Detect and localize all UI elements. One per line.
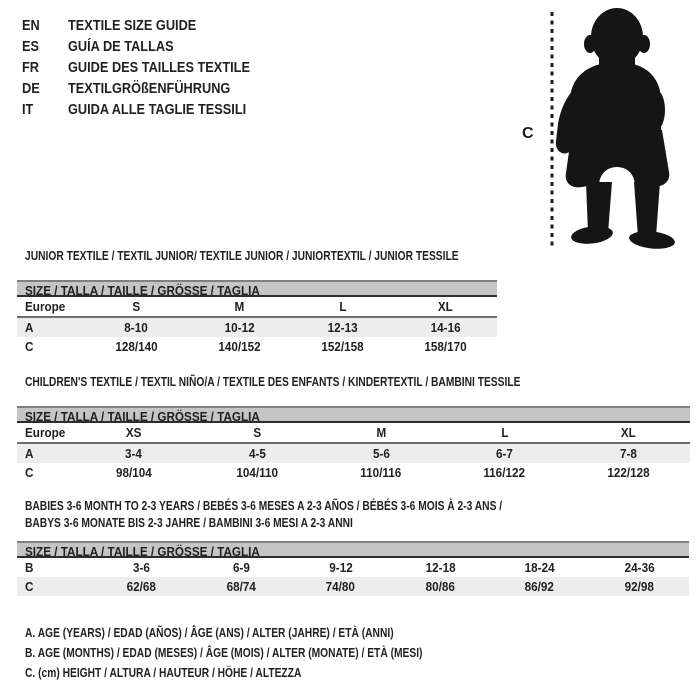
size-cell (590, 558, 690, 577)
size-value: 10-12 (224, 320, 255, 335)
size-value: 7-8 (619, 446, 637, 461)
size-value: 12-13 (327, 320, 358, 335)
size-value: 12-18 (425, 560, 456, 575)
language-list (22, 16, 275, 121)
table-size-header (17, 280, 497, 297)
size-value: 14-16 (430, 320, 461, 335)
size-value: L (338, 299, 347, 314)
language-label: GUIDE DES TAILLES TEXTILE (68, 60, 250, 76)
size-cell (291, 577, 391, 596)
language-row (22, 100, 275, 121)
size-value: 5-6 (372, 446, 390, 461)
size-cell (566, 423, 690, 442)
table-row (17, 577, 689, 596)
size-cell (443, 444, 567, 463)
height-label-c: C (522, 125, 534, 142)
table-title-line (25, 500, 689, 513)
row-label-cell (17, 463, 72, 482)
size-cell (192, 577, 292, 596)
size-value: M (234, 299, 245, 314)
size-cell (196, 463, 320, 482)
size-cell (319, 444, 443, 463)
row-label-cell (17, 318, 85, 337)
size-cell (394, 337, 497, 356)
size-value: 86/92 (525, 579, 555, 594)
size-value: 6-7 (496, 446, 514, 461)
size-value: 98/104 (115, 465, 152, 480)
language-row (22, 16, 275, 37)
size-cell (92, 558, 192, 577)
row-label: Europe (25, 299, 66, 314)
size-header-label: SIZE / TALLA / TAILLE / GRÖSSE / TAGLIA (25, 283, 260, 298)
table-row (17, 423, 690, 444)
size-value: 92/98 (624, 579, 654, 594)
language-row (22, 58, 275, 79)
row-label-cell (17, 444, 72, 463)
size-value: 8-10 (124, 320, 149, 335)
size-cell (192, 558, 292, 577)
size-cell (490, 558, 590, 577)
table-row (17, 318, 497, 337)
row-label-cell (17, 337, 85, 356)
row-label: C (25, 465, 34, 480)
size-cell (85, 297, 188, 316)
size-value: XS (125, 425, 142, 440)
footnote-row (25, 643, 510, 663)
table-title: BABYS 3-6 MONATE BIS 2-3 JAHRE / BAMBINI 3-6 MESI A 2-3 ANNI (25, 516, 353, 530)
size-cell (72, 444, 196, 463)
size-cell (196, 423, 320, 442)
size-header-label: SIZE / TALLA / TAILLE / GRÖSSE / TAGLIA (25, 409, 260, 424)
size-value: 6-9 (232, 560, 250, 575)
size-cell (291, 318, 394, 337)
footnote-row (25, 663, 510, 683)
row-label-cell (17, 423, 72, 442)
size-value: 128/140 (115, 339, 158, 354)
size-cell (590, 577, 690, 596)
toddler-silhouette (556, 8, 676, 251)
size-cell (319, 423, 443, 442)
footnote-row (25, 623, 510, 643)
size-value: L (500, 425, 509, 440)
size-cell (443, 423, 567, 442)
size-value: 122/128 (607, 465, 650, 480)
size-value: M (376, 425, 386, 440)
size-value: 110/116 (360, 465, 402, 480)
size-cell (291, 558, 391, 577)
size-cell (85, 318, 188, 337)
language-code: DE (22, 81, 40, 97)
size-cell (443, 463, 567, 482)
table-row (17, 558, 689, 577)
table-title: JUNIOR TEXTILE / TEXTIL JUNIOR/ TEXTILE JUNIOR / JUNIORTEXTIL / JUNIOR TESSILE (25, 249, 459, 263)
size-cell (188, 337, 291, 356)
row-label: A (25, 320, 34, 335)
table-title-line (25, 517, 689, 530)
size-cell (566, 444, 690, 463)
table-title: CHILDREN'S TEXTILE / TEXTIL NIÑO/A / TEXTILE DES ENFANTS / KINDERTEXTIL / BAMBINI TESSILE (25, 375, 521, 389)
size-value: 140/152 (218, 339, 261, 354)
language-row (22, 79, 275, 100)
size-value: S (132, 299, 141, 314)
size-value: XL (438, 299, 453, 314)
row-label: A (25, 446, 34, 461)
size-cell (92, 577, 192, 596)
size-table-section (17, 250, 497, 356)
size-value: XL (620, 425, 636, 440)
size-value: 152/158 (321, 339, 364, 354)
size-value: 158/170 (424, 339, 467, 354)
row-label-cell (17, 577, 92, 596)
size-cell (391, 558, 491, 577)
footnote-line: C. (cm) HEIGHT / ALTURA / HAUTEUR / HÖHE / ALTEZZA (25, 666, 302, 680)
size-cell (319, 463, 443, 482)
footnote-line: B. AGE (MONTHS) / EDAD (MESES) / ÂGE (MOIS) / ALTER (MONATE) / ETÀ (MESI) (25, 646, 423, 660)
size-value: 18-24 (524, 560, 555, 575)
size-value: 4-5 (248, 446, 266, 461)
size-value: 68/74 (226, 579, 256, 594)
size-value: 24-36 (624, 560, 655, 575)
row-label: C (25, 579, 34, 594)
row-label-cell (17, 558, 92, 577)
row-label: C (25, 339, 34, 354)
size-cell (394, 297, 497, 316)
size-value: S (253, 425, 262, 440)
language-code: EN (22, 18, 40, 34)
language-code: FR (22, 60, 40, 76)
size-value: 80/86 (425, 579, 455, 594)
language-row (22, 37, 275, 58)
size-value: 9-12 (329, 560, 353, 575)
language-label: GUIDA ALLE TAGLIE TESSILI (68, 102, 247, 118)
row-label-cell (17, 297, 85, 316)
size-cell (72, 463, 196, 482)
language-code: ES (22, 39, 40, 55)
size-figure (510, 0, 700, 255)
size-value: 62/68 (127, 579, 157, 594)
table-title: BABIES 3-6 MONTH TO 2-3 YEARS / BEBÉS 3-6 MESES A 2-3 AÑOS / BÉBÉS 3-6 MOIS À 2-3 ANS / (25, 499, 503, 513)
table-title-line (25, 250, 497, 263)
size-cell (291, 337, 394, 356)
size-cell (566, 463, 690, 482)
size-cell (188, 297, 291, 316)
language-code: IT (22, 102, 34, 118)
size-cell (394, 318, 497, 337)
language-label: TEXTILE SIZE GUIDE (68, 18, 197, 34)
table-title-line (25, 376, 690, 389)
table-size-header (17, 406, 690, 423)
footnotes (25, 623, 510, 683)
size-header-label: SIZE / TALLA / TAILLE / GRÖSSE / TAGLIA (25, 544, 260, 559)
size-value: 104/110 (236, 465, 279, 480)
table-row (17, 463, 690, 482)
language-label: TEXTILGRÖßENFÜHRUNG (68, 81, 231, 97)
row-label: Europe (25, 425, 66, 440)
size-cell (391, 577, 491, 596)
table-row (17, 444, 690, 463)
size-table-section (17, 376, 690, 482)
footnote-line: A. AGE (YEARS) / EDAD (AÑOS) / ÂGE (ANS) / ALTER (JAHRE) / ETÀ (ANNI) (25, 626, 394, 640)
size-cell (85, 337, 188, 356)
language-label: GUÍA DE TALLAS (68, 39, 174, 55)
table-row (17, 337, 497, 356)
table-size-header (17, 541, 689, 558)
size-cell (196, 444, 320, 463)
table-row (17, 297, 497, 318)
size-cell (291, 297, 394, 316)
size-cell (490, 577, 590, 596)
size-value: 3-6 (133, 560, 151, 575)
size-value: 116/122 (483, 465, 526, 480)
size-value: 3-4 (125, 446, 143, 461)
size-value: 74/80 (326, 579, 356, 594)
row-label: B (25, 560, 34, 575)
size-table-section (17, 500, 689, 596)
size-cell (188, 318, 291, 337)
size-cell (72, 423, 196, 442)
